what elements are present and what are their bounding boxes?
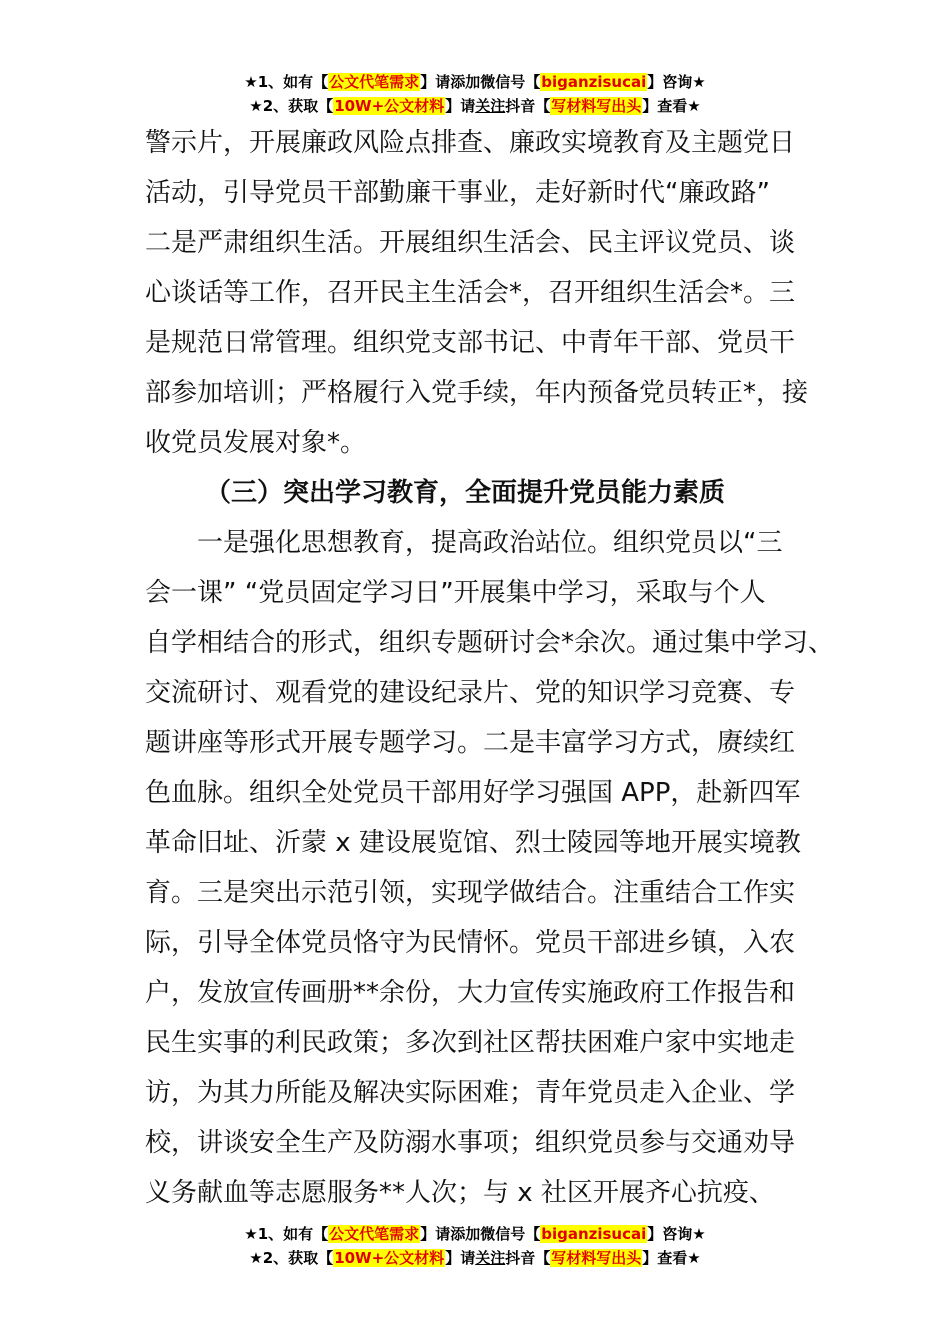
promo-underlined: 关注 [475,1249,506,1267]
promo-text: 】咨询★ [647,1225,706,1243]
promo-text: 】请添加微信号【 [420,73,541,91]
section-heading: （三）突出学习教育，全面提升党员能力素质 [205,478,726,508]
promo-line-2 [0,94,950,118]
promo-text: 抖音【 [505,97,551,115]
body-line: 校，讲谈安全生产及防溺水事项；组织党员参与交通劝导 [145,1128,796,1158]
body-line: 户，发放宣传画册**余份，大力宣传实施政府工作报告和 [145,978,796,1008]
promo-highlight: 公文代笔需求 [329,1225,420,1243]
header-promo-banner [0,70,950,118]
body-line: 色血脉。组织全处党员干部用好学习强国 APP，赴新四军 [145,778,801,808]
promo-text: 】请添加微信号【 [420,1225,541,1243]
douyin-highlight: 写材料写出头 [551,1249,642,1267]
body-line: 心谈话等工作，召开民主生活会*，召开组织生活会*。三 [145,278,796,308]
footer-promo-banner [0,1222,950,1270]
promo-text: ★1、如有【 [244,73,329,91]
document-body [145,118,835,1218]
body-line: 交流研讨、观看党的建设纪录片、党的知识学习竞赛、专 [145,678,796,708]
body-line: 自学相结合的形式，组织专题研讨会*余次。通过集中学习、 [145,628,835,658]
body-line: 义务献血等志愿服务**人次；与 x 社区开展齐心抗疫、 [145,1178,775,1208]
body-line: 警示片，开展廉政风险点排查、廉政实境教育及主题党日 [145,128,796,158]
body-line: 革命旧址、沂蒙 x 建设展览馆、烈士陵园等地开展实境教 [145,828,801,858]
body-line: 会一课” “党员固定学习日”开展集中学习，采取与个人 [145,578,766,608]
body-line: 活动，引导党员干部勤廉干事业，走好新时代“廉政路” [145,178,770,208]
promo-text: 抖音【 [505,1249,551,1267]
body-line: 部参加培训；严格履行入党手续，年内预备党员转正*，接 [145,378,809,408]
body-line: 育。三是突出示范引领，实现学做结合。注重结合工作实 [145,878,796,908]
promo-text: ★2、获取【 [249,1249,334,1267]
body-line: 二是严肃组织生活。开展组织生活会、民主评议党员、谈 [145,228,796,258]
wechat-id-highlight: biganzisucai [541,1225,647,1243]
promo-line-1 [0,70,950,94]
body-line: 题讲座等形式开展专题学习。二是丰富学习方式，赓续红 [145,728,796,758]
body-line: 收党员发展对象*。 [145,428,367,458]
body-line: 是规范日常管理。组织党支部书记、中青年干部、党员干 [145,328,796,358]
douyin-highlight: 写材料写出头 [551,97,642,115]
promo-text: 】请 [445,97,476,115]
promo-underlined: 关注 [475,97,506,115]
body-line: 民生实事的利民政策；多次到社区帮扶困难户家中实地走 [145,1028,796,1058]
promo-highlight: 10W+公文材料 [334,97,445,115]
promo-text: ★1、如有【 [244,1225,329,1243]
promo-text: 】查看★ [642,1249,701,1267]
body-line: 一是强化思想教育，提高政治站位。组织党员以“三 [197,528,783,558]
promo-highlight: 公文代笔需求 [329,73,420,91]
promo-text: 】咨询★ [647,73,706,91]
body-line: 访，为其力所能及解决实际困难；青年党员走入企业、学 [145,1078,796,1108]
promo-highlight: 10W+公文材料 [334,1249,445,1267]
promo-text: ★2、获取【 [249,97,334,115]
body-line: 际，引导全体党员恪守为民情怀。党员干部进乡镇，入农 [145,928,796,958]
promo-text: 】查看★ [642,97,701,115]
wechat-id-highlight: biganzisucai [541,73,647,91]
promo-line-1 [0,1222,950,1246]
promo-text: 】请 [445,1249,476,1267]
promo-line-2 [0,1246,950,1270]
